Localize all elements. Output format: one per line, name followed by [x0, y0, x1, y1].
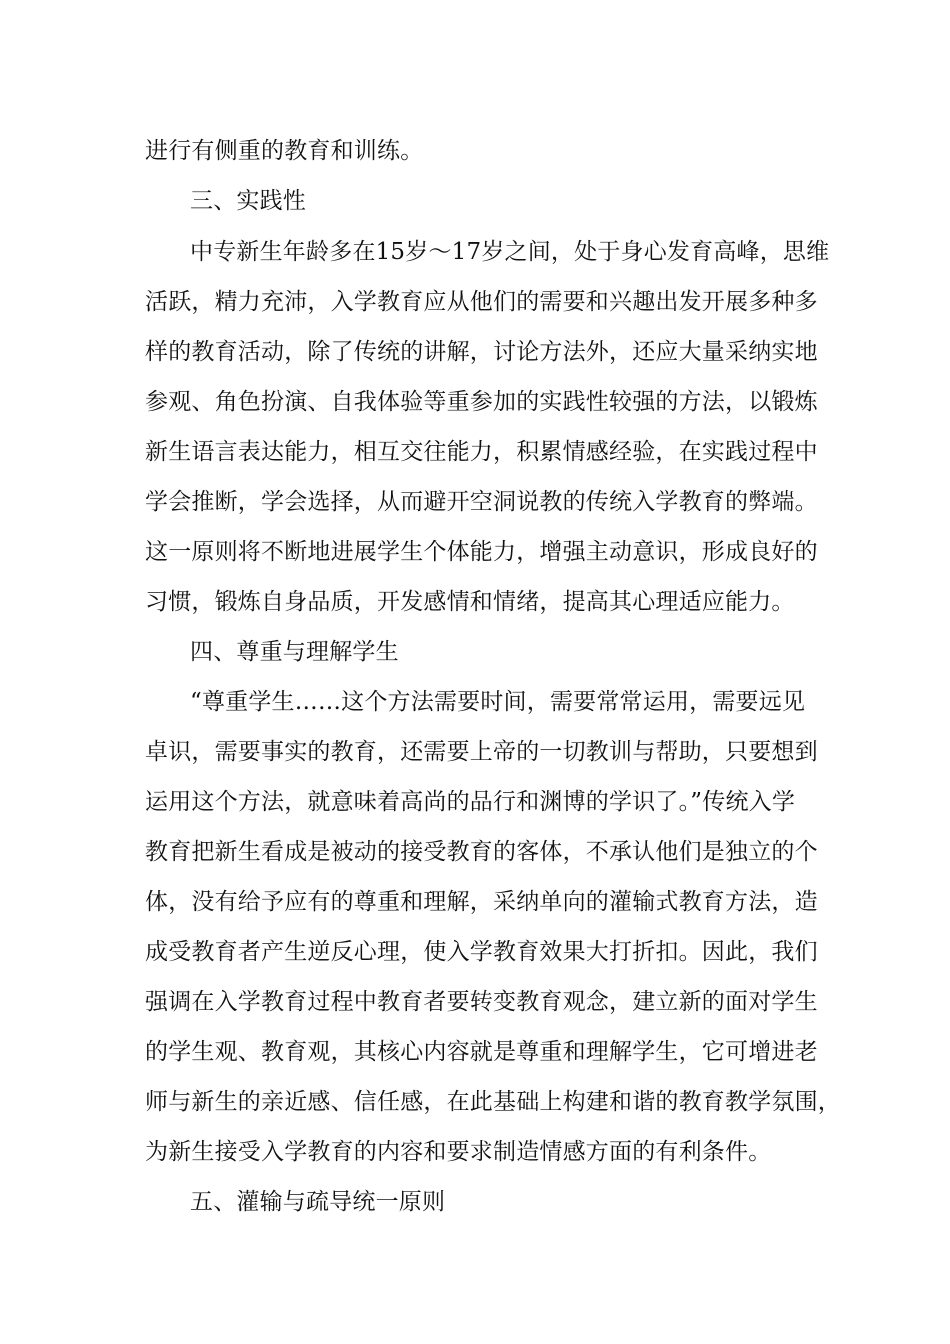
text-line: 习惯，锻炼自身品质，开发感情和情绪，提高其心理适应能力。	[145, 589, 795, 615]
section-heading: 四、尊重与理解学生	[190, 639, 399, 665]
text-line: 教育把新生看成是被动的接受教育的客体，不承认他们是独立的个	[145, 839, 818, 865]
text-line: 进行有侧重的教育和训练。	[145, 138, 424, 164]
text-line: 体，没有给予应有的尊重和理解，采纳单向的灌输式教育方法，造	[145, 889, 818, 915]
text-line: 卓识，需要事实的教育，还需要上帝的一切教训与帮助，只要想到	[145, 739, 818, 765]
text-line: 师与新生的亲近感、信任感，在此基础上构建和谐的教育教学氛围，	[145, 1089, 841, 1115]
text-line: 的学生观、教育观，其核心内容就是尊重和理解学生，它可增进老	[145, 1039, 818, 1065]
section-heading: 三、实践性	[190, 188, 306, 214]
text-line: 参观、角色扮演、自我体验等重参加的实践性较强的方法，以锻炼	[145, 389, 818, 415]
text-line: 学会推断，学会选择，从而避开空洞说教的传统入学教育的弊端。	[145, 489, 818, 515]
section-heading: 五、灌输与疏导统一原则	[190, 1189, 446, 1215]
text-line: 运用这个方法，就意味着高尚的品行和渊博的学识了。”传统入学	[145, 789, 796, 815]
text-line: “尊重学生……这个方法需要时间，需要常常运用，需要远见	[190, 689, 806, 715]
text-line: 为新生接受入学教育的内容和要求制造情感方面的有利条件。	[145, 1139, 772, 1165]
text-line: 成受教育者产生逆反心理，使入学教育效果大打折扣。因此，我们	[145, 939, 818, 965]
text-line: 这一原则将不断地进展学生个体能力，增强主动意识，形成良好的	[145, 539, 818, 565]
text-line: 样的教育活动，除了传统的讲解，讨论方法外，还应大量采纳实地	[145, 339, 818, 365]
text-line: 新生语言表达能力，相互交往能力，积累情感经验，在实践过程中	[145, 439, 818, 465]
text-line: 活跃，精力充沛，入学教育应从他们的需要和兴趣出发开展多种多	[145, 289, 818, 315]
text-line: 强调在入学教育过程中教育者要转变教育观念，建立新的面对学生	[145, 989, 818, 1015]
text-line: 中专新生年龄多在15岁～17岁之间，处于身心发育高峰，思维	[190, 239, 830, 265]
